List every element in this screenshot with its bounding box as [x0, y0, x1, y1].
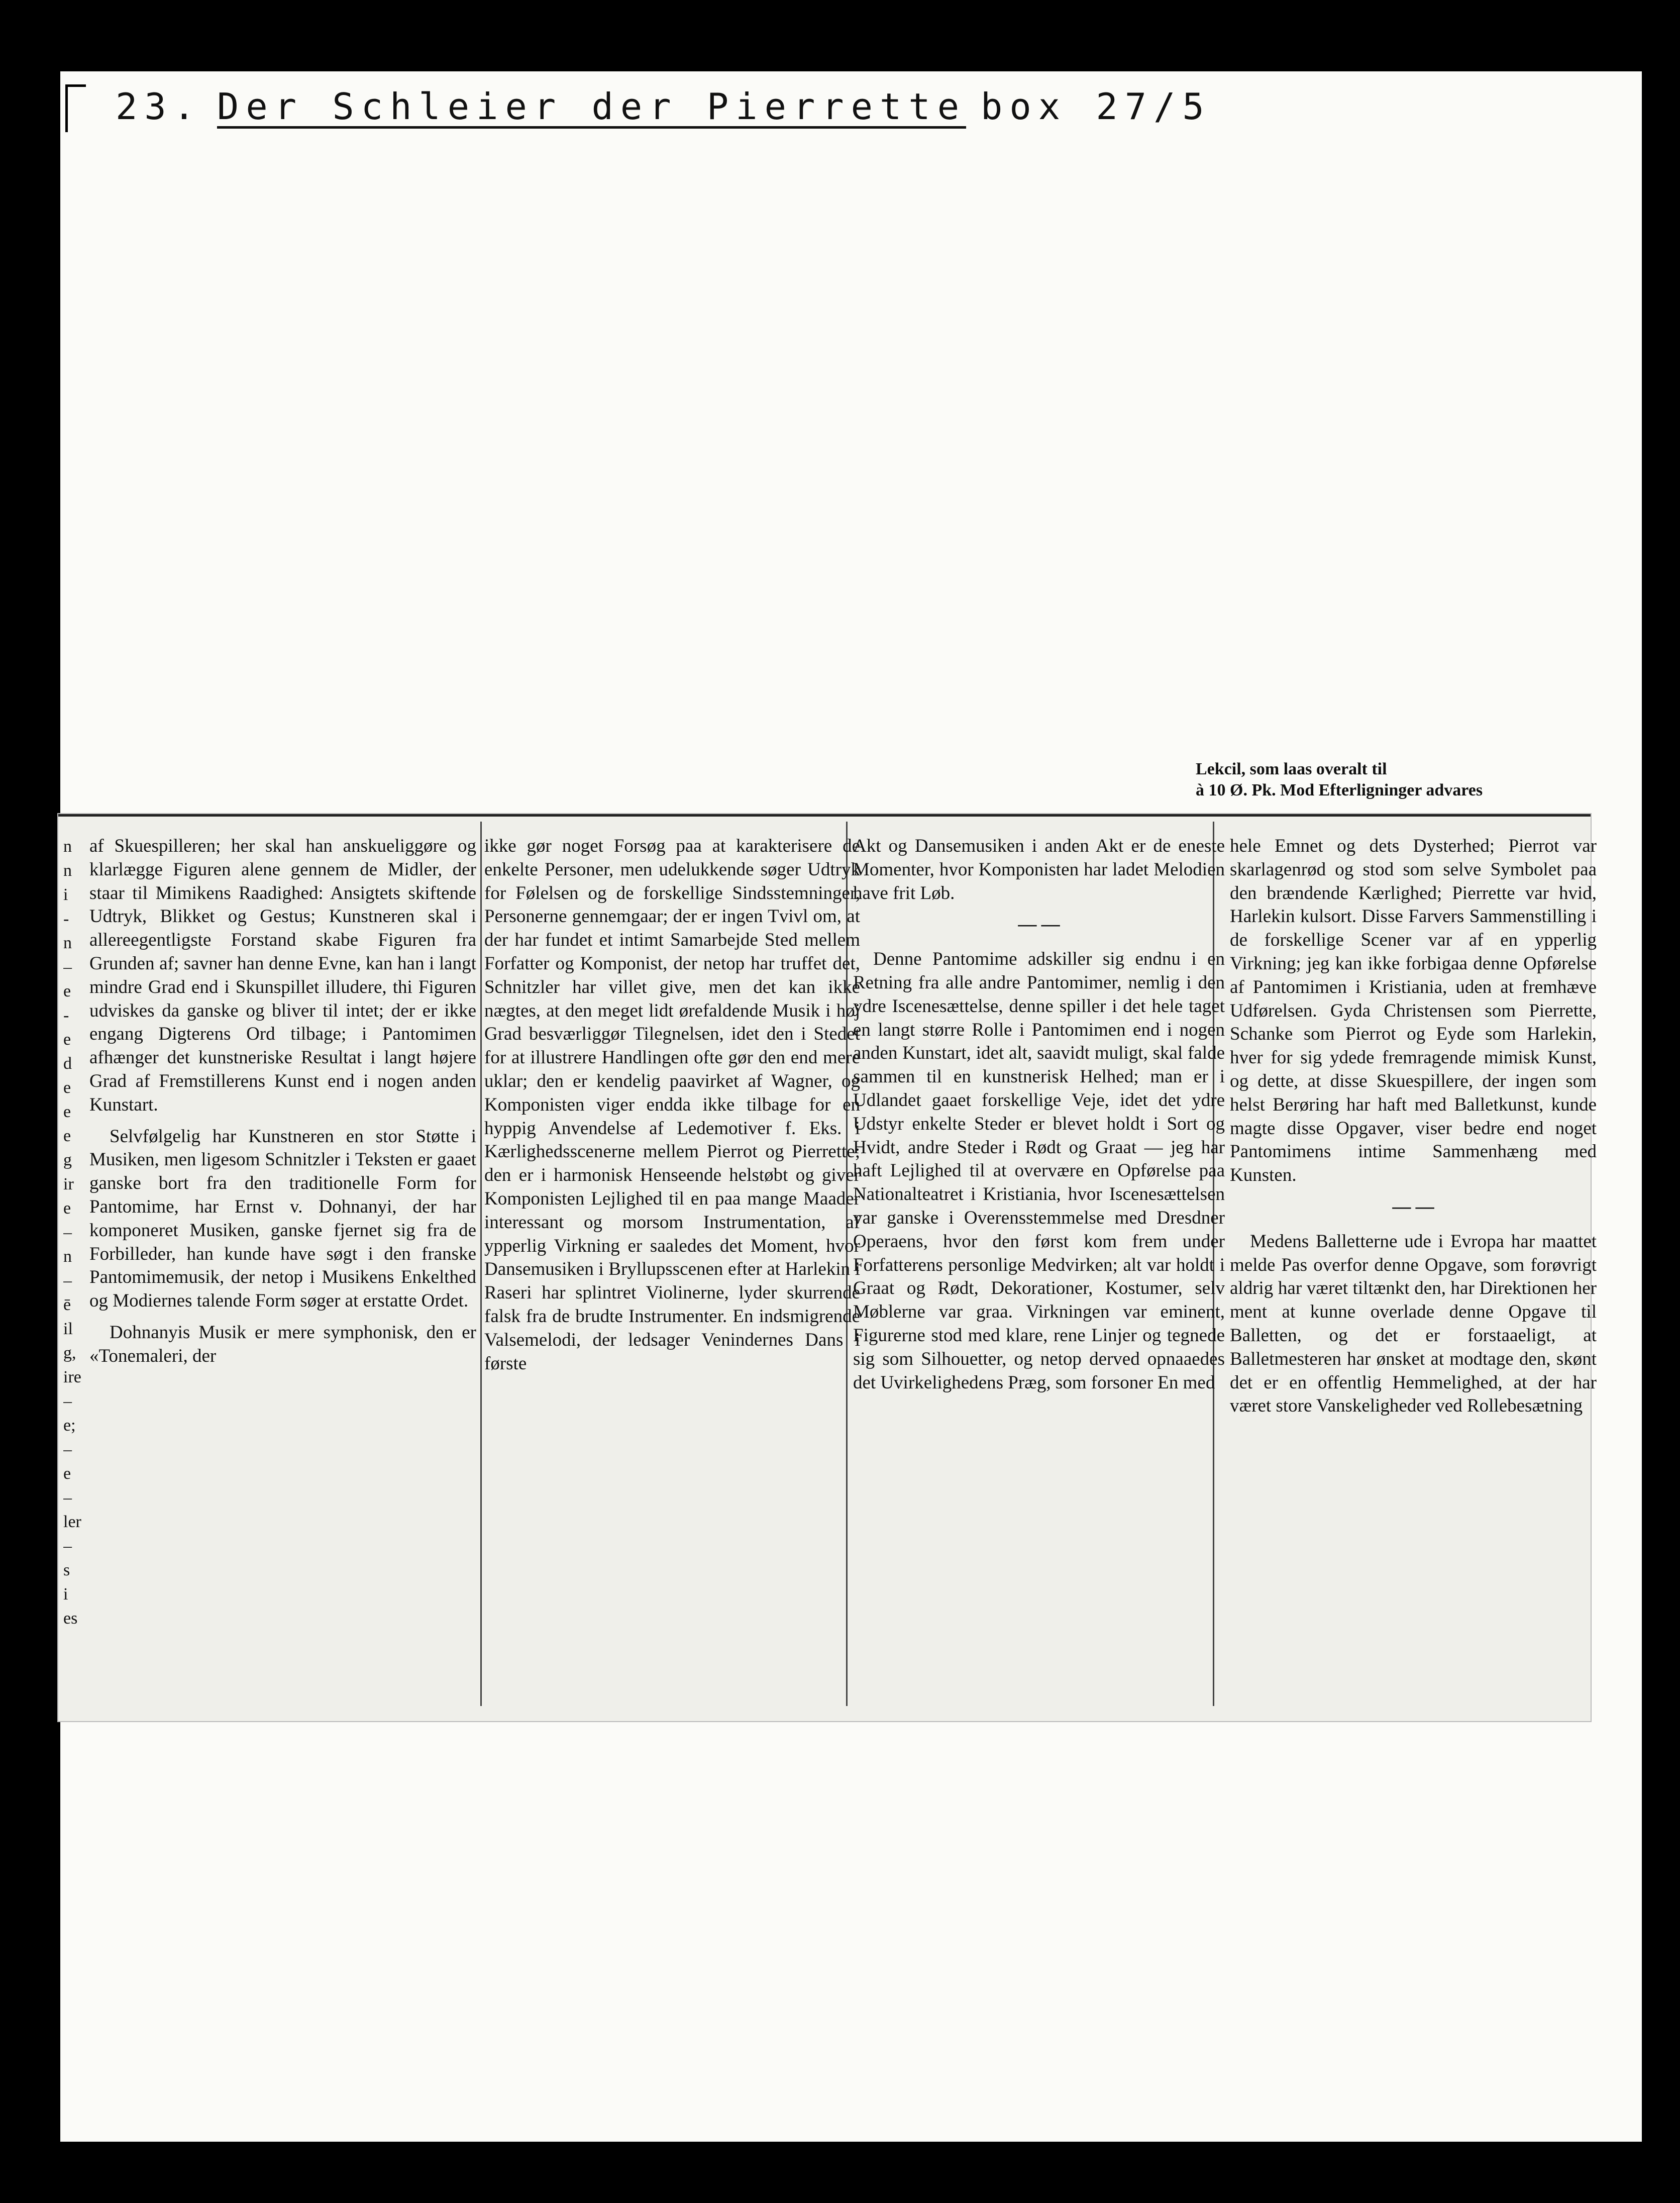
paragraph: Medens Balletterne ude i Evropa har maattet melde Pas overfor denne Opgave, som forøvrigt aldrig har været tiltænkt den, har Direktionen her ment at kunne overlade denne Opgave til Balletten, og det er forstaaeligt, at Balletmesteren har ønsket at modtage den, skønt det er en offentlig Hemmelighed, at der har været store Vanskeligheder ved Rollebesætning — [1230, 1231, 1597, 1417]
newspaper-clipping — [58, 814, 1597, 1721]
fragment-column: n n i - n – e - e d e e e g ir e – n – ē il g, ire – e; – e – ler – s i es — [63, 837, 81, 1628]
paragraph: Denne Pantomime adskiller sig endnu i en Retning fra alle andre Pantomimer, nemlig i den ydre Iscenesættelse, denne spiller i det hele taget en langt større Rolle i Pantomimen end i nogen anden Kunstart, idet alt, saavidt muligt, skal falde sammen til en kunstnerisk Helhed; man er i Udlandet gaaet forskellige Veje, idet det ydre Udstyr enkelte Steder er blevet holdt i Sort og Hvidt, andre Steder i Rødt og Graat — jeg har haft Lejlighed til at overvære en Opførelse paa Nationalteatret i Kristiania, hvor Iscenesættelsen var ganske i Overensstemmelse med Dresdner Operaens, hvor den først kom frem under Forfatterens personlige Medvirken; alt var holdt i Graat og Rødt, Dekorationer, Kostumer, selv Møblerne var graa. Virkningen var eminent, Figurerne stod med klare, rene Linjer og tegnede sig som Silhouetter, og netop derved opnaaedes det Uvirkelighedens Præg, som forsoner En med — [853, 949, 1225, 1393]
paragraph: ikke gør noget Forsøg paa at karakterisere de enkelte Personer, men udelukkende søger Udtryk for Følelsen og de forskellige Sindsstemninger, Personerne gennemgaar; der er ingen Tvivl om, at der har fundet et intimt Samarbejde Sted mellem Forfatter og Komponist, der netop har truffet det, Schnitzler har villet give, men det kan ikke nægtes, at den meget lidt ørefaldende Musik i høj Grad besværliggør Tilegnelsen, idet den i Stedet for at illustrere Handlingen ofte gør den end mere uklar; den er kendelig paavirket af Wagner, og Komponisten viger endda ikke tilbage for en hyppig Anvendelse af Ledemotiver f. Eks. i Kærlighedsscenerne mellem Pierrot og Pierrette; den er i harmonisk Henseende helstøbt og giver Komponisten Lejlighed til en paa mange Maader interessant og morsom Instrumentation, af ypperlig Virkning er saaledes det Moment, hvor Dansemusiken i Bryllupsscenen efter at Harlekin i Raseri har splintret Violinerne, lyder skurrende falsk fra de brudte Instrumenter. En indsmigrende Valsemelodi, der ledsager Venindernes Dans i første — [484, 836, 860, 1374]
article-column-2 — [484, 835, 860, 1383]
document-title: Der Schleier der Pierrette — [217, 85, 967, 128]
section-separator: — — — [1392, 1196, 1434, 1217]
clipping-top-stub — [1196, 759, 1583, 804]
article-column-1 — [84, 835, 476, 1376]
paragraph: af Skuespilleren; her skal han anskueliggøre og klarlægge Figuren alene gennem de Midler, der staar til Mimikens Raadighed: Ansigtets skiftende Udtryk, Blikket og Gestus; Kunstneren skal i allereegentligste Forstand skabe Figuren fra Grunden af; savner han denne Evne, kan han i langt mindre Grad end i Skunspillet illudere, thi Figuren udviskes da ganske og bliver til intet; der er ikke engang Digterens Ord tilbage; i Pantomimen afhænger det kunstneriske Resultat i langt højere Grad af Fremstillerens Kunst end i nogen anden Kunstart. — [89, 836, 476, 1115]
stub-line-1: Lekcil, som laas overalt til — [1196, 760, 1387, 778]
box-reference: box 27/5 — [981, 85, 1211, 128]
paragraph: hele Emnet og dets Dysterhed; Pierrot var skarlagenrød og stod som selve Symbolet paa den brændende Kærlighed; Pierrette var hvid, Harlekin kulsort. Disse Farvers Sammenstilling i de forskellige Scener var af en ypperlig Virkning; jeg kan ikke forbigaa denne Opførelse af Pantomimen i Kristiania, uden at fremhæve Udførelsen. Gyda Christensen som Pierrette, Schanke som Pierrot og Eyde som Harlekin, hver for sig ydede fremragende mimisk Kunst, og dette, at disse Skuespillere, der ingen som helst Berøring har haft med Balletkunst, kunde magte disse Opgaver, viser bedre end noget Pantomimens intime Sammenhæng med Kunsten. — [1230, 836, 1597, 1186]
article-column-3 — [831, 835, 1225, 1403]
article-column-4 — [1220, 835, 1597, 1426]
paragraph: Dohnanyis Musik er mere symphonisk, den er «Tonemaleri, der — [89, 1322, 476, 1366]
paragraph: Selvfølgelig har Kunstneren en stor Støtte i Musiken, men ligesom Schnitzler i Teksten er gaaet ganske bort fra den traditionelle Form for Pantomime, har Ernst v. Dohnanyi, der har komponeret Musiken, ganske fjernet sig fra de Forbilleder, han kunde have søgt i den franske Pantomimemusik, der netop i Musikens Enkelthed og Modiernes talende Form søger at erstatte Ordet. — [89, 1126, 476, 1312]
item-number: 23. — [116, 85, 202, 128]
column-rule — [480, 822, 482, 1706]
stub-line-2: à 10 Ø. Pk. Mod Efterligninger advares — [1196, 781, 1483, 799]
section-separator: — — — [1018, 914, 1060, 935]
paragraph: Akt og Dansemusiken i anden Akt er de eneste Momenter, hvor Komponisten har ladet Melodien have frit Løb. — [853, 836, 1225, 904]
corner-bracket — [65, 84, 86, 132]
